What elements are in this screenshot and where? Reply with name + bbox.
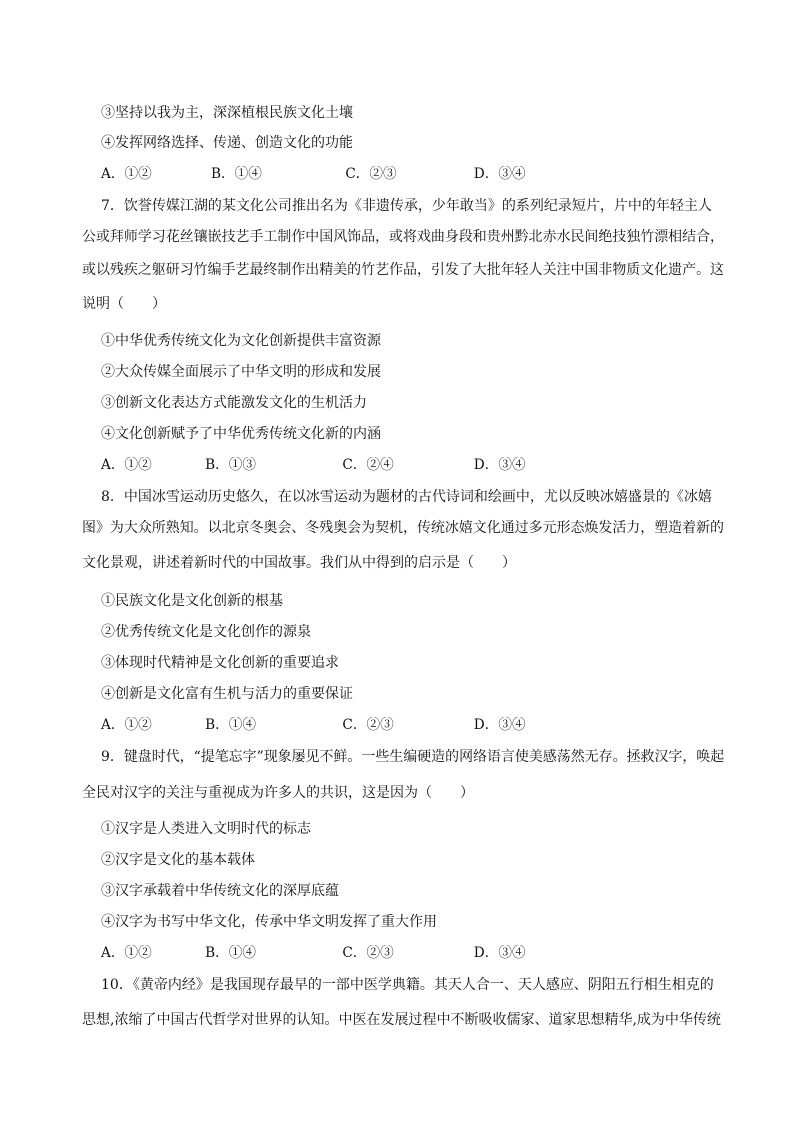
question-10-stem: 10．《黄帝内经》是我国现存最早的一部中医学典籍。其天人合一、天人感应、阴阳五行相生相克的	[101, 977, 714, 993]
choice-d: D．③④	[473, 717, 526, 733]
question-7-stem: 7．饮誉传媒江湖的某文化公司推出名为《非遗传承，少年敢当》的系列纪录短片，片中的年轻主人	[101, 198, 712, 214]
choice-d: D．③④	[473, 457, 526, 473]
option-3: ③创新文化表达方式能激发文化的生机活力	[101, 395, 367, 411]
question-7-stem: 或以残疾之躯研习竹编手艺最终制作出精美的竹艺作品，引发了大批年轻人关注中国非物质文化遗产。这	[82, 262, 725, 278]
choice-b: B．①③	[205, 457, 257, 473]
choice-d: D．③④	[473, 945, 526, 961]
question-7-stem: 说明（ ）	[82, 296, 166, 312]
choice-b: B．①④	[210, 166, 262, 182]
choice-a: A．①②	[101, 717, 152, 733]
choice-a: A．①②	[101, 457, 152, 473]
option-2: ②大众传媒全面展示了中华文明的形成和发展	[101, 364, 381, 380]
question-10-stem: 思想,浓缩了中国古代哲学对世界的认知。中医在发展过程中不断吸收儒家、道家思想精华,成为中华传统	[82, 1012, 721, 1028]
option-4: ④汉字为书写中华文化，传承中华文明发挥了重大作用	[101, 914, 437, 930]
choice-b: B．①④	[205, 717, 257, 733]
choice-a: A．①②	[101, 166, 152, 182]
option-4: ④发挥网络选择、传递、创造文化的功能	[101, 135, 353, 151]
choice-c: C．②③	[342, 717, 394, 733]
option-1: ①汉字是人类进入文明时代的标志	[101, 821, 311, 837]
option-2: ②优秀传统文化是文化创作的源泉	[101, 624, 311, 640]
option-3: ③坚持以我为主，深深植根民族文化土壤	[101, 105, 353, 121]
option-3: ③体现时代精神是文化创新的重要追求	[101, 655, 339, 671]
question-8-stem: 8．中国冰雪运动历史悠久，在以冰雪运动为题材的古代诗词和绘画中，尤以反映冰嬉盛景的《冰嬉	[101, 489, 712, 505]
choice-c: C．②③	[342, 945, 394, 961]
question-9-stem: 全民对汉字的关注与重视成为许多人的共识，这是因为（ ）	[82, 785, 474, 801]
option-4: ④创新是文化富有生机与活力的重要保证	[101, 686, 353, 702]
option-2: ②汉字是文化的基本载体	[101, 852, 255, 868]
option-1: ①民族文化是文化创新的根基	[101, 593, 283, 609]
question-8-stem: 文化景观，讲述着新时代的中国故事。我们从中得到的启示是（ ）	[82, 555, 516, 571]
option-4: ④文化创新赋予了中华优秀传统文化新的内涵	[101, 426, 381, 442]
option-1: ①中华优秀传统文化为文化创新提供丰富资源	[101, 333, 381, 349]
choice-c: C．②③	[345, 166, 397, 182]
question-8-stem: 图》为大众所熟知。以北京冬奥会、冬残奥会为契机，传统冰嬉文化通过多元形态焕发活力，塑造着新的	[82, 520, 725, 536]
choice-c: C．②④	[342, 457, 394, 473]
choice-d: D．③④	[473, 166, 526, 182]
choice-b: B．①④	[205, 945, 257, 961]
choice-a: A．①②	[101, 945, 152, 961]
question-9-stem: 9．键盘时代，“提笔忘字”现象屡见不鲜。一些生编硬造的网络语言使美感荡然无存。拯救汉字，唤起	[101, 749, 725, 765]
question-7-stem: 公或拜师学习花丝镶嵌技艺手工制作中国风饰品，或将戏曲身段和贵州黔北赤水民间绝技独竹漂相结合，	[82, 229, 725, 245]
option-3: ③汉字承载着中华传统文化的深厚底蕴	[101, 883, 339, 899]
